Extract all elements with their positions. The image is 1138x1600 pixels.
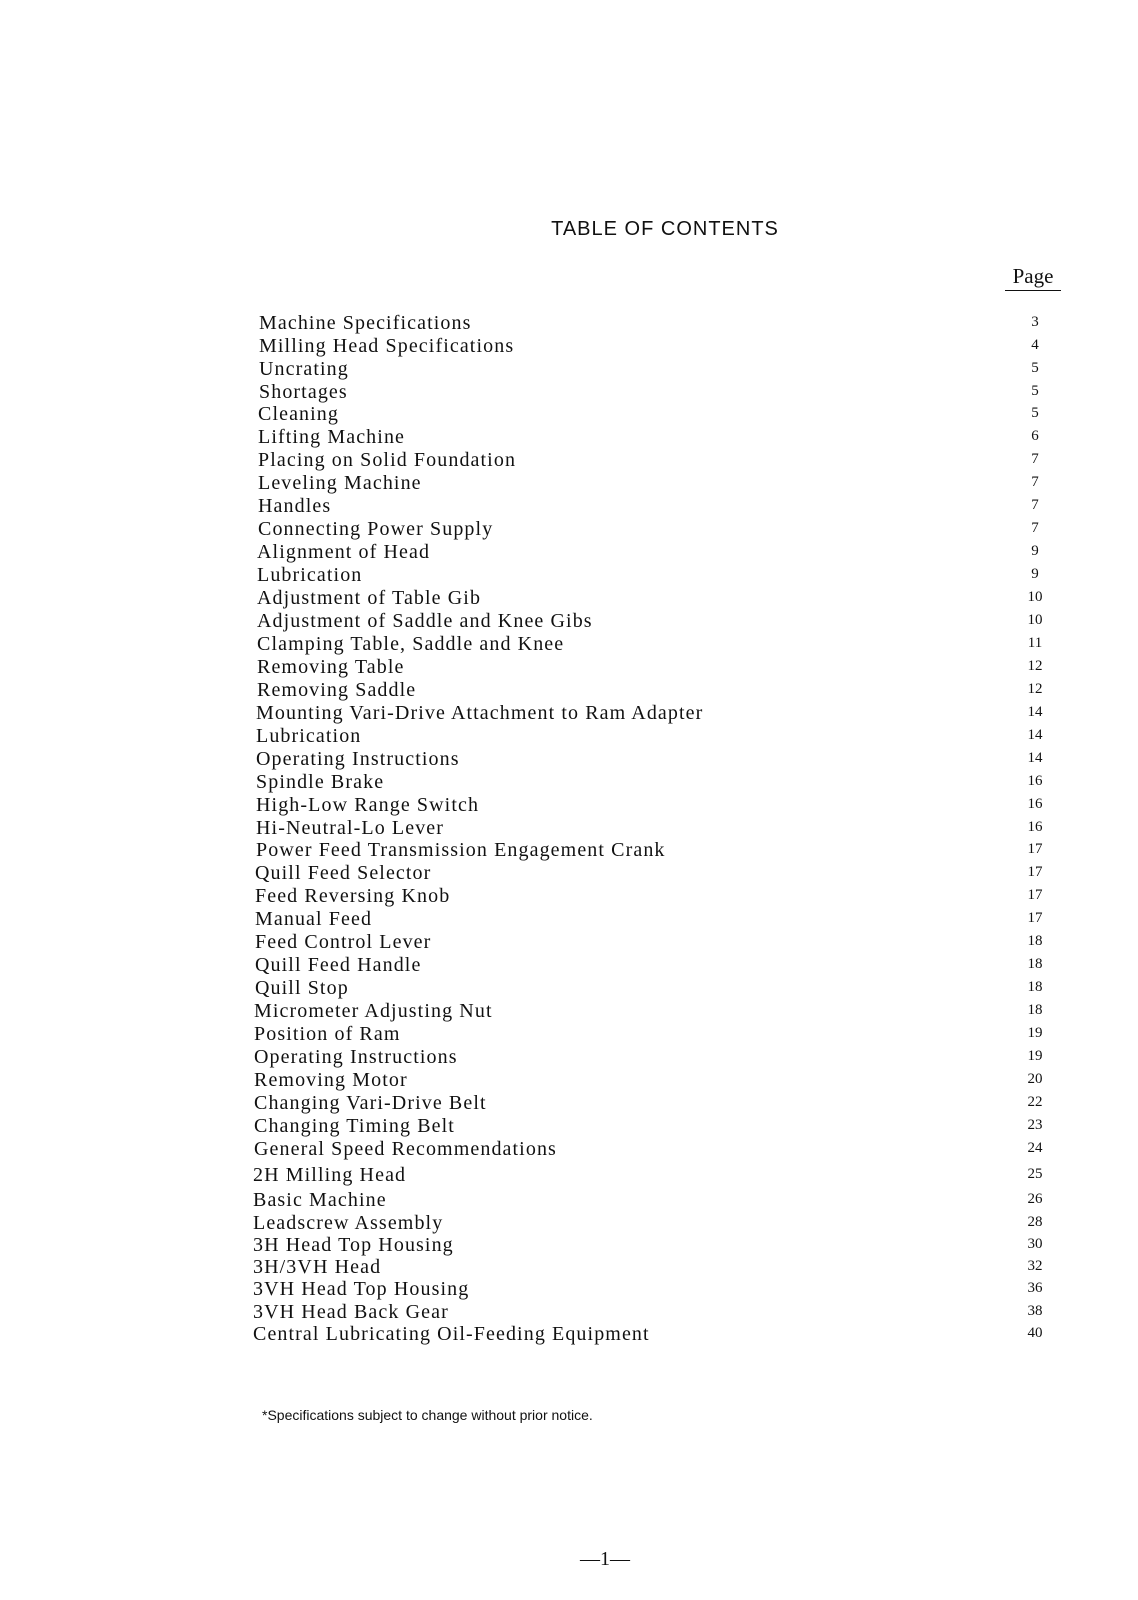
toc-entry (0, 1301, 1138, 1324)
toc-entry (0, 1046, 1138, 1069)
page-title: TABLE OF CONTENTS (551, 218, 779, 240)
toc-entry (0, 1092, 1138, 1115)
toc-entry-page: 3 (1031, 314, 1039, 330)
toc-entry-title: Operating Instructions (254, 1046, 458, 1068)
toc-entry-title: Position of Ram (254, 1023, 401, 1045)
toc-entry-title: Leadscrew Assembly (253, 1212, 444, 1234)
toc-entry-page: 12 (1027, 681, 1043, 697)
toc-entry (0, 954, 1138, 977)
toc-entry-page: 32 (1027, 1258, 1043, 1274)
toc-entry-page: 5 (1031, 405, 1039, 421)
toc-entry-page: 18 (1027, 956, 1043, 972)
toc-entry-page: 40 (1027, 1325, 1043, 1341)
toc-entry (0, 1164, 1138, 1187)
toc-entry (0, 358, 1138, 381)
toc-entry (0, 587, 1138, 610)
toc-entry-page: 25 (1027, 1166, 1043, 1182)
toc-entry-page: 18 (1027, 1002, 1043, 1018)
toc-entry-page: 7 (1031, 451, 1039, 467)
toc-entry (0, 817, 1138, 840)
toc-entry (0, 495, 1138, 518)
toc-entry (0, 1000, 1138, 1023)
toc-entry-page: 5 (1031, 360, 1039, 376)
toc-entry-title: 2H Milling Head (253, 1164, 407, 1186)
toc-entry (0, 403, 1138, 426)
toc-entry-page: 23 (1027, 1117, 1043, 1133)
toc-entry-page: 11 (1027, 635, 1043, 651)
toc-entry (0, 381, 1138, 404)
toc-entry (0, 1069, 1138, 1092)
toc-entry-page: 20 (1027, 1071, 1043, 1087)
toc-entry-page: 7 (1031, 497, 1039, 513)
toc-entry-title: 3H Head Top Housing (253, 1234, 454, 1256)
toc-entry-title: Placing on Solid Foundation (258, 449, 517, 471)
toc-entry-title: Hi-Neutral-Lo Lever (256, 817, 445, 839)
toc-entry-page: 5 (1031, 383, 1039, 399)
toc-entry-title: Basic Machine (253, 1189, 387, 1211)
toc-entry-title: Operating Instructions (256, 748, 460, 770)
toc-entry-title: Changing Timing Belt (254, 1115, 455, 1137)
page-column-heading: Page (1005, 264, 1061, 291)
toc-entry-title: Lifting Machine (258, 426, 406, 448)
toc-entry-title: Feed Reversing Knob (255, 885, 451, 907)
toc-entry (0, 472, 1138, 495)
toc-entry (0, 679, 1138, 702)
toc-entry (0, 541, 1138, 564)
toc-entry-title: Leveling Machine (258, 472, 422, 494)
toc-entry (0, 426, 1138, 449)
toc-entry-title: Adjustment of Table Gib (257, 587, 482, 609)
toc-entry-title: Machine Specifications (259, 312, 472, 334)
toc-entry-title: Lubrication (257, 564, 363, 586)
toc-entry-page: 28 (1027, 1214, 1043, 1230)
toc-entry-page: 7 (1031, 520, 1039, 536)
toc-entry (0, 885, 1138, 908)
toc-entry-page: 14 (1027, 750, 1043, 766)
toc-entry-page: 7 (1031, 474, 1039, 490)
toc-entry-page: 17 (1027, 910, 1043, 926)
toc-entry (0, 1138, 1138, 1161)
toc-entry-title: High-Low Range Switch (256, 794, 480, 816)
toc-entry-page: 30 (1027, 1236, 1043, 1252)
toc-entry (0, 977, 1138, 1000)
toc-entry-title: Clamping Table, Saddle and Knee (257, 633, 565, 655)
toc-entry-title: Feed Control Lever (255, 931, 432, 953)
toc-entry-page: 18 (1027, 933, 1043, 949)
toc-entry (0, 1323, 1138, 1346)
toc-entry-title: 3H/3VH Head (253, 1256, 382, 1278)
toc-entry-page: 17 (1027, 841, 1043, 857)
toc-entry (0, 1189, 1138, 1212)
toc-entry-title: Quill Feed Selector (255, 862, 432, 884)
toc-entry-title: Power Feed Transmission Engagement Crank (256, 839, 666, 861)
toc-entry-title: Quill Stop (255, 977, 349, 999)
toc-entry-title: Removing Motor (254, 1069, 408, 1091)
toc-entry (0, 335, 1138, 358)
toc-entry-page: 24 (1027, 1140, 1043, 1156)
toc-entry (0, 518, 1138, 541)
toc-entry-title: 3VH Head Top Housing (253, 1278, 470, 1300)
toc-entry (0, 1278, 1138, 1301)
toc-entry-page: 17 (1027, 864, 1043, 880)
toc-entry-title: Handles (258, 495, 332, 517)
toc-entry-page: 4 (1031, 337, 1039, 353)
toc-entry (0, 702, 1138, 725)
toc-entry-title: Cleaning (258, 403, 340, 425)
toc-entry-page: 10 (1027, 589, 1043, 605)
toc-entry-page: 12 (1027, 658, 1043, 674)
toc-entry (0, 862, 1138, 885)
toc-entry-page: 22 (1027, 1094, 1043, 1110)
toc-entry (0, 1115, 1138, 1138)
toc-entry (0, 610, 1138, 633)
toc-entry-page: 18 (1027, 979, 1043, 995)
toc-entry-title: Alignment of Head (257, 541, 431, 563)
toc-entry-title: Changing Vari-Drive Belt (254, 1092, 487, 1114)
toc-entry-title: Adjustment of Saddle and Knee Gibs (257, 610, 593, 632)
toc-entry-title: Removing Table (257, 656, 405, 678)
toc-entry (0, 564, 1138, 587)
toc-entry-page: 14 (1027, 704, 1043, 720)
toc-entry-title: Manual Feed (255, 908, 373, 930)
toc-entry-page: 9 (1031, 543, 1039, 559)
toc-entry (0, 449, 1138, 472)
toc-entry (0, 1256, 1138, 1279)
toc-entry-title: General Speed Recommendations (254, 1138, 557, 1160)
toc-entry (0, 1234, 1138, 1257)
toc-entry-page: 16 (1027, 819, 1043, 835)
toc-entry (0, 771, 1138, 794)
toc-entry (0, 794, 1138, 817)
toc-entry (0, 908, 1138, 931)
toc-entry-page: 16 (1027, 796, 1043, 812)
toc-entry-page: 36 (1027, 1280, 1043, 1296)
toc-entry-page: 38 (1027, 1303, 1043, 1319)
toc-entry-title: Shortages (259, 381, 348, 403)
toc-entry-title: Quill Feed Handle (255, 954, 422, 976)
toc-entry-title: Mounting Vari-Drive Attachment to Ram Adapter (256, 702, 704, 724)
toc-entry-title: Removing Saddle (257, 679, 417, 701)
toc-entry (0, 839, 1138, 862)
toc-entry-title: Uncrating (259, 358, 349, 380)
toc-entry-title: Milling Head Specifications (259, 335, 515, 357)
toc-entry (0, 656, 1138, 679)
toc-entry (0, 748, 1138, 771)
toc-entry-title: 3VH Head Back Gear (253, 1301, 449, 1323)
toc-entry-page: 9 (1031, 566, 1039, 582)
toc-entry (0, 931, 1138, 954)
toc-entry-page: 26 (1027, 1191, 1043, 1207)
toc-entry (0, 633, 1138, 656)
toc-entry (0, 1212, 1138, 1235)
toc-entry-title: Lubrication (256, 725, 362, 747)
toc-entry-title: Connecting Power Supply (258, 518, 494, 540)
toc-entry-page: 17 (1027, 887, 1043, 903)
toc-entry-page: 10 (1027, 612, 1043, 628)
page-number: —1— (580, 1548, 630, 1570)
toc-entry-page: 14 (1027, 727, 1043, 743)
toc-entry (0, 725, 1138, 748)
toc-entry-page: 19 (1027, 1025, 1043, 1041)
footnote: *Specifications subject to change without prior notice. (262, 1407, 593, 1423)
toc-entry (0, 1023, 1138, 1046)
toc-entry-title: Central Lubricating Oil-Feeding Equipment (253, 1323, 650, 1345)
toc-entry-title: Spindle Brake (256, 771, 385, 793)
toc-entry-page: 16 (1027, 773, 1043, 789)
toc-entry-page: 6 (1031, 428, 1039, 444)
toc-entry (0, 312, 1138, 335)
toc-entry-page: 19 (1027, 1048, 1043, 1064)
toc-entry-title: Micrometer Adjusting Nut (254, 1000, 493, 1022)
